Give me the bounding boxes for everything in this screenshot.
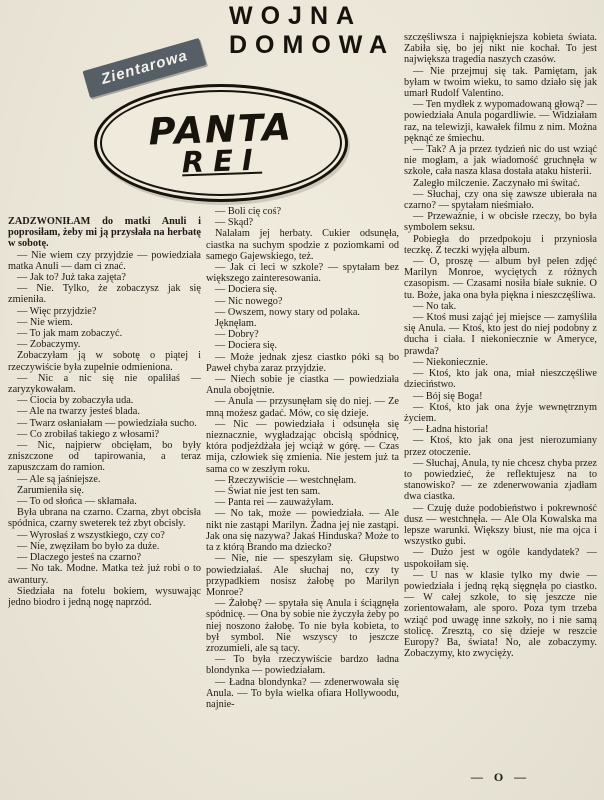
article-paragraph: — Świat nie jest ten sam. xyxy=(215,486,321,498)
article-paragraph: — To od słońca — skłamała. xyxy=(17,496,137,508)
article-paragraph: — Ale są jaśniejsze. xyxy=(17,473,101,485)
article-paragraph: — Może jednak zjesz ciastko póki są bo Paweł chyba zaraz przyjdzie. xyxy=(206,351,399,374)
article-paragraph: — Słuchaj, czy ona się zawsze ubierała na czarno? — spytałam nieśmiało. xyxy=(404,188,597,212)
article-paragraph: — Przeważnie, i w obcisłe rzeczy, bo była symbolem seksu. xyxy=(404,211,597,234)
article-paragraph: — O, proszę — album był pełen zdjęć Marilyn Monroe, wyciętych z różnych czasopism. — Czasami nosiła białe suknie. O tu. Boże, jaka ona była piękna i nieszczęśliwa. xyxy=(404,256,597,301)
article-paragraph: Była ubrana na czarno. Czarna, zbyt obcisła spódnica, czarny sweterek też zbyt obcisły. xyxy=(8,507,201,530)
article-paragraph: — Nie wiem. xyxy=(17,316,73,328)
article-paragraph: — Czuję duże podobieństwo i pokrewność dusz — westchnęła. — Ale Ola Kowalska ma lepsze warunki. Większy biust, nie ma ojca i wszystko gubi. xyxy=(404,502,597,548)
article-paragraph: — Dobry? xyxy=(215,329,259,341)
article-paragraph: Jęknęłam. xyxy=(215,318,257,330)
article-paragraph: — Tak? A ja przez tydzień nic do ust wziąć nie mogłam, a jak wiadomość gruchnęła w szkole, cała nasza klasa dostała ataku histerii. xyxy=(404,144,597,178)
article-paragraph: Zarumieniła się. xyxy=(17,484,84,496)
page-title xyxy=(229,2,395,60)
article-paragraph: — Ten mydłek z wypomadowaną głową? — powiedziała Anula pogardliwie. — Widziałam raz, na telewizji, kawałek filmu z nim. Można pęknąć ze śmiechu. xyxy=(404,99,597,144)
article-paragraph: — Nie. Tylko, że zobaczysz jak się zmieniła. xyxy=(8,283,201,306)
article-paragraph: ZADZWONIŁAM do matki Anuli i poprosiłam, żeby mi ją przysłała na herbatę w sobotę. xyxy=(8,216,201,250)
article-paragraph: — No tak. Modne. Matka też już robi o to awantury. xyxy=(8,563,201,586)
logo-lettering xyxy=(147,105,295,179)
article-paragraph: — Skąd? xyxy=(215,217,254,229)
article-paragraph: — Twarz osłaniałam — powiedziała sucho. xyxy=(17,417,197,429)
article-paragraph: — Dużo jest w ogóle kandydatek? — uspokoiłam się. xyxy=(404,547,597,570)
article-paragraph: — Panta rei — zauważyłam. xyxy=(215,497,334,509)
article-paragraph: — Nic — powiedziała i odsunęła się nieznacznie, wygładzając obcisłą spódnicę, która podjeżdżała jej wciąż w górę. — Czas mija, człowiek się zmienia. Nie jestem już ta sama co w zeszłym roku. xyxy=(206,418,399,475)
article-paragraph: — To jak mam zobaczyć. xyxy=(17,328,123,340)
logo-word-rei: REI xyxy=(181,142,263,179)
article-column-2 xyxy=(206,206,399,796)
article-paragraph: — Niekoniecznie. xyxy=(413,356,488,368)
article-paragraph: — Bój się Boga! xyxy=(413,390,483,402)
ending-ornament: — O — xyxy=(470,770,531,784)
article-column-3 xyxy=(404,32,597,766)
author-name: Zientarowa xyxy=(99,47,190,88)
article-paragraph: — U nas w klasie tylko my dwie — powiedziała i jedną ręką sięgnęła po ciastko. — W całej szkole, to się jeszcze nie zorientowałam, ale sporo. Poza tym trzeba wziąć pod uwagę inne szkoły, no i nie samą stolicę. Zresztą, co się dzieje w reszcie Europy? Ba, świata! No, ale zobaczymy. Zobaczymy, kto zwycięży. xyxy=(404,569,597,660)
article-paragraph: — Ładna historia! xyxy=(413,424,489,436)
article-paragraph: Zobaczyłam ją w sobotę o piątej i rzeczywiście była zupełnie odmieniona. xyxy=(8,350,201,373)
article-paragraph: — Ciocia by zobaczyła uda. xyxy=(17,395,134,407)
article-paragraph: — Dlaczego jesteś na czarno? xyxy=(17,552,142,564)
article-paragraph: — Owszem, nowy stary od polaka. xyxy=(215,306,360,318)
article-paragraph: — Nic a nic się nie opaliłaś — zaryzykowałam. xyxy=(8,372,201,396)
article-paragraph: — Rzeczywiście — westchnęłam. xyxy=(215,474,357,486)
article-paragraph: — Nic nowego? xyxy=(215,295,283,307)
article-paragraph: — Ale na twarzy jesteś blada. xyxy=(17,406,140,418)
article-paragraph: Siedziała na fotelu bokiem, wysuwając jedno biodro i jedną nogę naprzód. xyxy=(8,585,201,608)
article-paragraph: — Nie przejmuj się tak. Pamiętam, jak byłam w twoim wieku, to samo działo się jak umarł Rudolf Valentino. xyxy=(404,65,597,100)
article-paragraph: — Ktoś, kto jak ona, miał nieszczęśliwe dzieciństwo. xyxy=(404,368,597,391)
logo-word-panta: PANTA xyxy=(147,105,294,154)
article-paragraph: — Co zrobiłaś takiego z włosami? xyxy=(17,428,160,440)
article-paragraph: Zaległo milczenie. Zaczynało mi świtać. xyxy=(413,177,580,189)
article-paragraph: — Anula — przysunęłam się do niej. — Ze mną możesz gadać. Mów, co się dzieje. xyxy=(206,396,399,419)
article-paragraph: szczęśliwsza i najpiękniejsza kobieta świata. Zabiła się, bo jej nikt nie kochał. To jest największa tragedia naszych czasów. xyxy=(404,32,597,66)
article-paragraph: — Ładna blondynka? — zdenerwowała się Anula. — To była wielka ofiara Hollywoodu, najnie- xyxy=(206,676,399,710)
article-paragraph: — Słuchaj, Anula, ty nie chcesz chyba przez to powiedzieć, że reflektujesz na to stanowisko? — ze zdenerwowania zjadłam dwa ciastka. xyxy=(404,457,597,503)
title-line-1: WOJNA xyxy=(229,2,363,30)
article-paragraph: — Jak ci leci w szkole? — spytałam bez większego zainteresowania. xyxy=(206,262,399,285)
article-paragraph: Pobiegła do przedpokoju i przyniosła teczkę. Z teczki wyjęła album. xyxy=(404,233,597,256)
article-paragraph: — Ktoś, kto jak ona żyje wewnętrznym życiem. xyxy=(404,401,597,424)
article-paragraph: — Dociera się. xyxy=(215,340,278,352)
article-paragraph: — No tak, może — powiedziała. — Ale nikt nie zastąpi Marilyn. Żadna jej nie zastąpi. Jak ona się nazywa? Jakaś Hinduska? Może to ta z którą Brando ma dziecko? xyxy=(206,508,399,554)
article-paragraph: — Nie, zwęziłam bo było za duże. xyxy=(17,540,160,552)
article-paragraph: — Nie wiem czy przyjdzie — powiedziała matka Anuli — dam ci znać. xyxy=(8,249,201,272)
article-paragraph: — Więc przyjdzie? xyxy=(17,305,97,317)
article-paragraph: — Ktoś musi zająć jej miejsce — zamyśliła się Anula. — Ktoś, kto jest do niej podobny z ducha i ciała. I niekoniecznie w Ameryce, prawda? xyxy=(404,312,597,357)
article-paragraph: — Jak to? Już taka zajęta? xyxy=(17,272,126,284)
article-paragraph: — Dociera się. xyxy=(215,284,278,296)
article-paragraph: — To była rzeczywiście bardzo ładna blondynka — powiedziałam. xyxy=(206,654,399,677)
panta-rei-logo xyxy=(94,84,348,202)
article-paragraph: — Boli cię coś? xyxy=(215,206,282,217)
article-column-1 xyxy=(8,216,201,796)
article-paragraph: — Niech sobie je ciastka — powiedziała Anula obojętnie. xyxy=(206,374,399,397)
article-paragraph: — Nie, nie — speszyłam się. Głupstwo powiedziałaś. Ale słuchaj no, czy ty przypadkiem nosisz żałobę po Marilyn Monroe? xyxy=(206,553,399,598)
article-paragraph: — Ktoś, kto jak ona jest nierozumiany przez otoczenie. xyxy=(404,435,597,458)
article-paragraph: — Żałobę? — spytała się Anula i ściągnęła spódnicę. — Ona by sobie nie życzyła żeby po niej noszono żałobę. To nie była kobieta, to był symbol. Nie wszyscy to jeszcze zrozumieli, ale są tacy. xyxy=(206,598,399,654)
article-paragraph: — No tak. xyxy=(413,300,457,312)
title-line-2: DOMOWA xyxy=(229,31,396,59)
article-paragraph: — Wyrosłaś z wszystkiego, czy co? xyxy=(17,529,165,541)
article-paragraph: Nalałam jej herbaty. Cukier odsunęła, ciastka na suchym spodzie z poziomkami od samego Gajewskiego, też. xyxy=(206,228,399,262)
article-paragraph: — Zobaczymy. xyxy=(17,339,81,351)
article-paragraph: — Nic, najpierw obcięłam, bo były zniszczone od tapirowania, a teraz zapuszczam do ramion. xyxy=(8,440,201,474)
